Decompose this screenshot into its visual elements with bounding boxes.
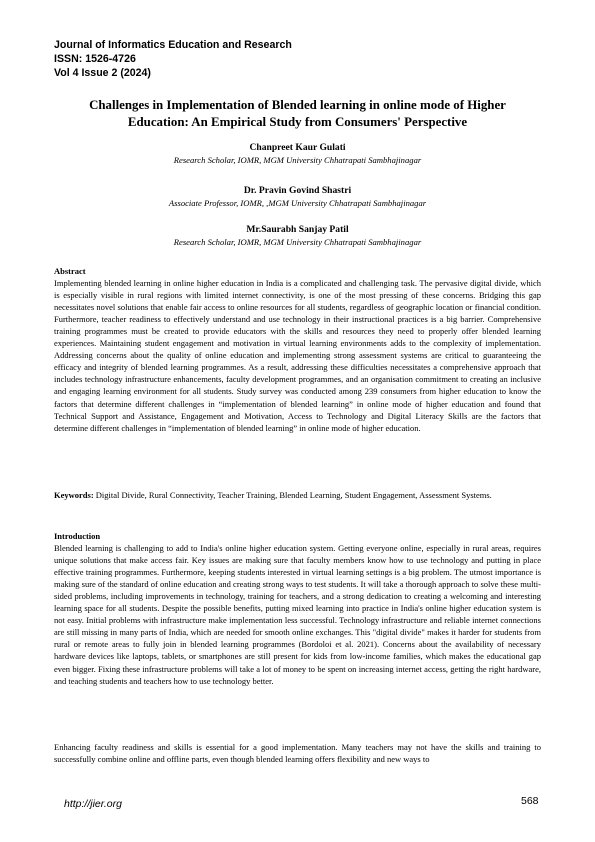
- page-number: 568: [521, 795, 539, 807]
- introduction-section: [54, 530, 541, 687]
- author-name: Dr. Pravin Govind Shastri: [243, 185, 352, 196]
- author-block: [54, 224, 541, 248]
- introduction-paragraph: Blended learning is challenging to add to India's online higher education system. Getting everyone online, especially in rural areas, requires unique solutions that make access fair. Key issues are making sure that faculty members know how to use technology and putting in place effective training programmes. Furthermore, keeping students interested in virtual learning settings is a big problem. The utmost importance is making sure of the standard of online education and creating strong ways to test students. It will take a thorough approach to solve these multi-sided problems, including improvements in technology, training for teachers, and a strong dedication to creating a welcoming and interesting learning space for all students. Despite the possible benefits, putting mixed learning into practice in India's online higher education system is not easy. Initial problems with infrastructure make implementation less successful. Technology infrastructure and reliable internet connections are still missing in many parts of India, which are needed for smooth online exchanges. This "digital divide" makes it harder for students from rural or remote areas to fully join in blended learning programmes (Bordoloi et al. 2021). Concerns about the availability of necessary hardware devices like laptops, tablets, or smartphones are still present for kids from low-income families, which makes the educational gap even bigger. Fixing these infrastructure problems will take a lot of money to be spent on increasing internet access, getting the right hardware, and teaching students and teachers how to use technology better.: [54, 543, 541, 686]
- journal-issn: ISSN: 1526-4726: [54, 53, 136, 66]
- introduction-heading: Introduction: [54, 531, 101, 541]
- paper-title: Challenges in Implementation of Blended learning in online mode of Higher Education: An Empirical Study from Consumers' Perspective: [89, 98, 506, 129]
- author-affiliation: Associate Professor, IOMR, ,MGM University Chhatrapati Sambhajinagar: [168, 198, 427, 208]
- footer-url: http://jier.org: [64, 798, 122, 810]
- author-block: [54, 185, 541, 209]
- keywords-text: Digital Divide, Rural Connectivity, Teacher Training, Blended Learning, Student Engagement, Assessment Systems.: [93, 490, 492, 500]
- journal-header: [54, 38, 292, 81]
- author-name: Mr.Saurabh Sanjay Patil: [246, 224, 349, 235]
- abstract-section: [54, 265, 541, 434]
- keywords-section: [54, 489, 541, 501]
- keywords-label: Keywords:: [54, 490, 94, 500]
- author-affiliation: Research Scholar, IOMR, MGM University Chhatrapati Sambhajinagar: [173, 155, 422, 165]
- introduction-paragraph-2: Enhancing faculty readiness and skills is essential for a good implementation. Many teachers may not have the skills and training to successfully combine online and offline parts, even though blended learning offers flexibility and new ways to: [54, 742, 541, 765]
- journal-volume: Vol 4 Issue 2 (2024): [54, 67, 151, 80]
- author-name: Chanpreet Kaur Gulati: [249, 142, 346, 153]
- abstract-text: Implementing blended learning in online higher education in India is a complicated and challenging task. The pervasive digital divide, which is especially visible in rural regions with limited internet connectivity, is one of the most pressing of these concerns. Bridging this gap necessitates novel solutions that enable fair access to online resources for all students, regardless of geographic location or financial condition. Furthermore, teacher readiness to effectively understand and use technology in their instructional practices is a big barrier. Comprehensive training programmes must be created to provide educators with the skills and resources they need to properly offer blended learning experiences. Maintaining student engagement and motivation in virtual learning environments adds to the complexity of implementation. Addressing concerns about the quality of online education and implementing strong assessment systems are critical to guaranteeing the efficacy and integrity of blended learning programmes. As a result, addressing these difficulties necessitates a comprehensive approach that includes technology infrastructure enhancements, faculty development programmes, and an organisation commitment to creating an inclusive and engaging learning environment for all students. Study survey was conducted among 239 consumers from higher education to know the factors that determine different challenges in “implementation of blended learning” in online mode of higher education and found that Technical Support and Assistance, Engagement and Motivation, Access to Technology and Digital Literacy Skills are the factors that determine different challenges in “implementation of blended learning” in online mode of higher education.: [54, 278, 541, 433]
- journal-name: Journal of Informatics Education and Research: [54, 39, 292, 51]
- author-affiliation: Research Scholar, IOMR, MGM University Chhatrapati Sambhajinagar: [173, 237, 422, 247]
- abstract-heading: Abstract: [54, 266, 86, 276]
- author-block: [54, 142, 541, 166]
